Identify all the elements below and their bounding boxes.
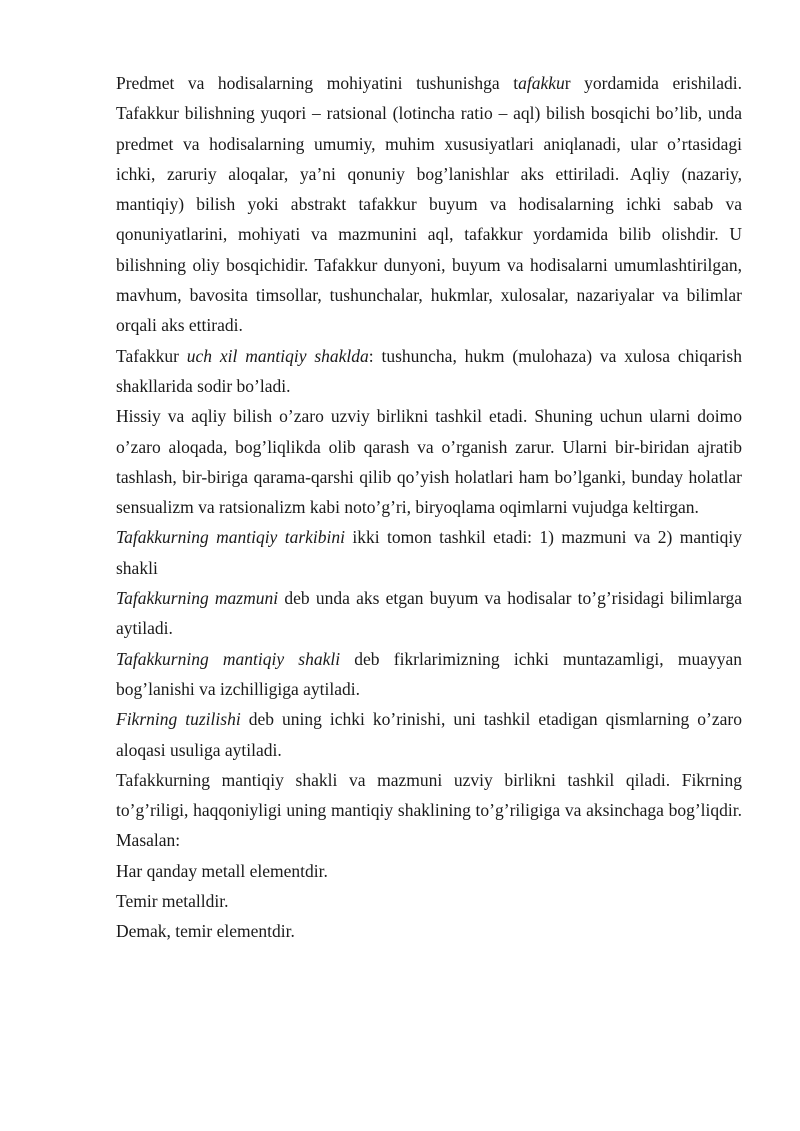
paragraph-tafakkur-definition xyxy=(116,68,742,341)
italic-term: Tafakkurning mantiqiy tarkibini xyxy=(116,527,345,548)
italic-text: uch xil mantiqiy shaklda xyxy=(186,345,369,366)
example-line: Temir metalldir. xyxy=(116,891,229,912)
example-line: Har qanday metall elementdir. xyxy=(116,860,328,881)
paragraph-content-definition xyxy=(116,583,742,644)
text-segment: : tushuncha, hukm (mulohaza) va xulosa chiqarish shakllarida sodir bo’ladi. xyxy=(116,345,742,396)
example-line: Demak, temir elementdir. xyxy=(116,921,295,942)
text-segment: deb uning ichki ko’rinishi, uni tashkil etadigan qismlarning o’zaro aloqasi usuliga aytiladi. xyxy=(116,709,742,760)
text-segment: deb fikrlarimizning ichki muntazamligi, muayyan bog’lanishi va izchilligiga aytiladi. xyxy=(116,648,742,699)
text-segment: Tafakkurning mantiqiy shakli va mazmuni uzviy birlikni tashkil qiladi. Fikrning to’g’riligi, haqqoniyligi uning mantiqiy shaklining to’g’riligiga va aksinchaga bog’liqdir. Masalan: xyxy=(116,769,742,851)
text-segment: r yordamida erishiladi. Tafakkur bilishning yuqori – ratsional (lotincha ratio – aql) bilish bosqichi bo’lib, unda predmet va hodisalarning umumiy, muhim xususiyatlari aniqlanadi, ular o’rtasidagi ichki, zaruriy aloqalar, ya’ni qonuniy bog’lanishlar aks ettiriladi. Aqliy (nazariy, mantiqiy) bilish yoki abstrakt tafakkur buyum va hodisalarning ichki sabab va qonuniyatlarini, mohiyati va mazmunini aql, tafakkur yordamida bilib olishdir. U bilishning oliy bosqichidir. Tafakkur dunyoni, buyum va hodisalarni umumlashtirilgan, mavhum, bavosita timsollar, tushunchalar, hukmlar, xulosalar, nazariyalar va bilimlar orqali aks ettiradi. xyxy=(116,73,742,336)
paragraph-sensory-rational xyxy=(116,401,742,522)
paragraph-form-content-unity xyxy=(116,765,742,856)
paragraph-three-forms xyxy=(116,341,742,402)
text-segment: Predmet va hodisalarning mohiyatini tushunishga t xyxy=(116,73,519,93)
italic-term: Tafakkurning mazmuni xyxy=(116,588,279,609)
italic-term: Tafakkurning mantiqiy shakli xyxy=(116,648,341,669)
text-segment: deb unda aks etgan buyum va hodisalar to’g’risidagi bilimlarga aytiladi. xyxy=(116,588,742,639)
paragraph-form-definition xyxy=(116,644,742,705)
text-segment: ikki tomon tashkil etadi: 1) mazmuni va 2) mantiqiy shakli xyxy=(116,527,742,578)
text-segment: Hissiy va aqliy bilish o’zaro uzviy birlikni tashkil etadi. Shuning uchun ularni doimo o’zaro aloqada, bog’liqlikda olib qarash va o’rganish zarur. Ularni bir-biridan ajratib tashlash, bir-biriga qarama-qarshi qilib qo’yish holatlari ham bo’lganki, bunday holatlar sensualizm va ratsionalizm kabi noto’g’ri, biryoqlama oqimlarni vujudga keltirgan. xyxy=(116,406,742,518)
paragraph-logical-structure xyxy=(116,522,742,583)
text-segment: Tafakkur xyxy=(116,345,187,366)
italic-text: afakku xyxy=(518,73,565,93)
italic-term: Fikrning tuzilishi xyxy=(116,709,241,730)
paragraph-thought-structure xyxy=(116,704,742,765)
